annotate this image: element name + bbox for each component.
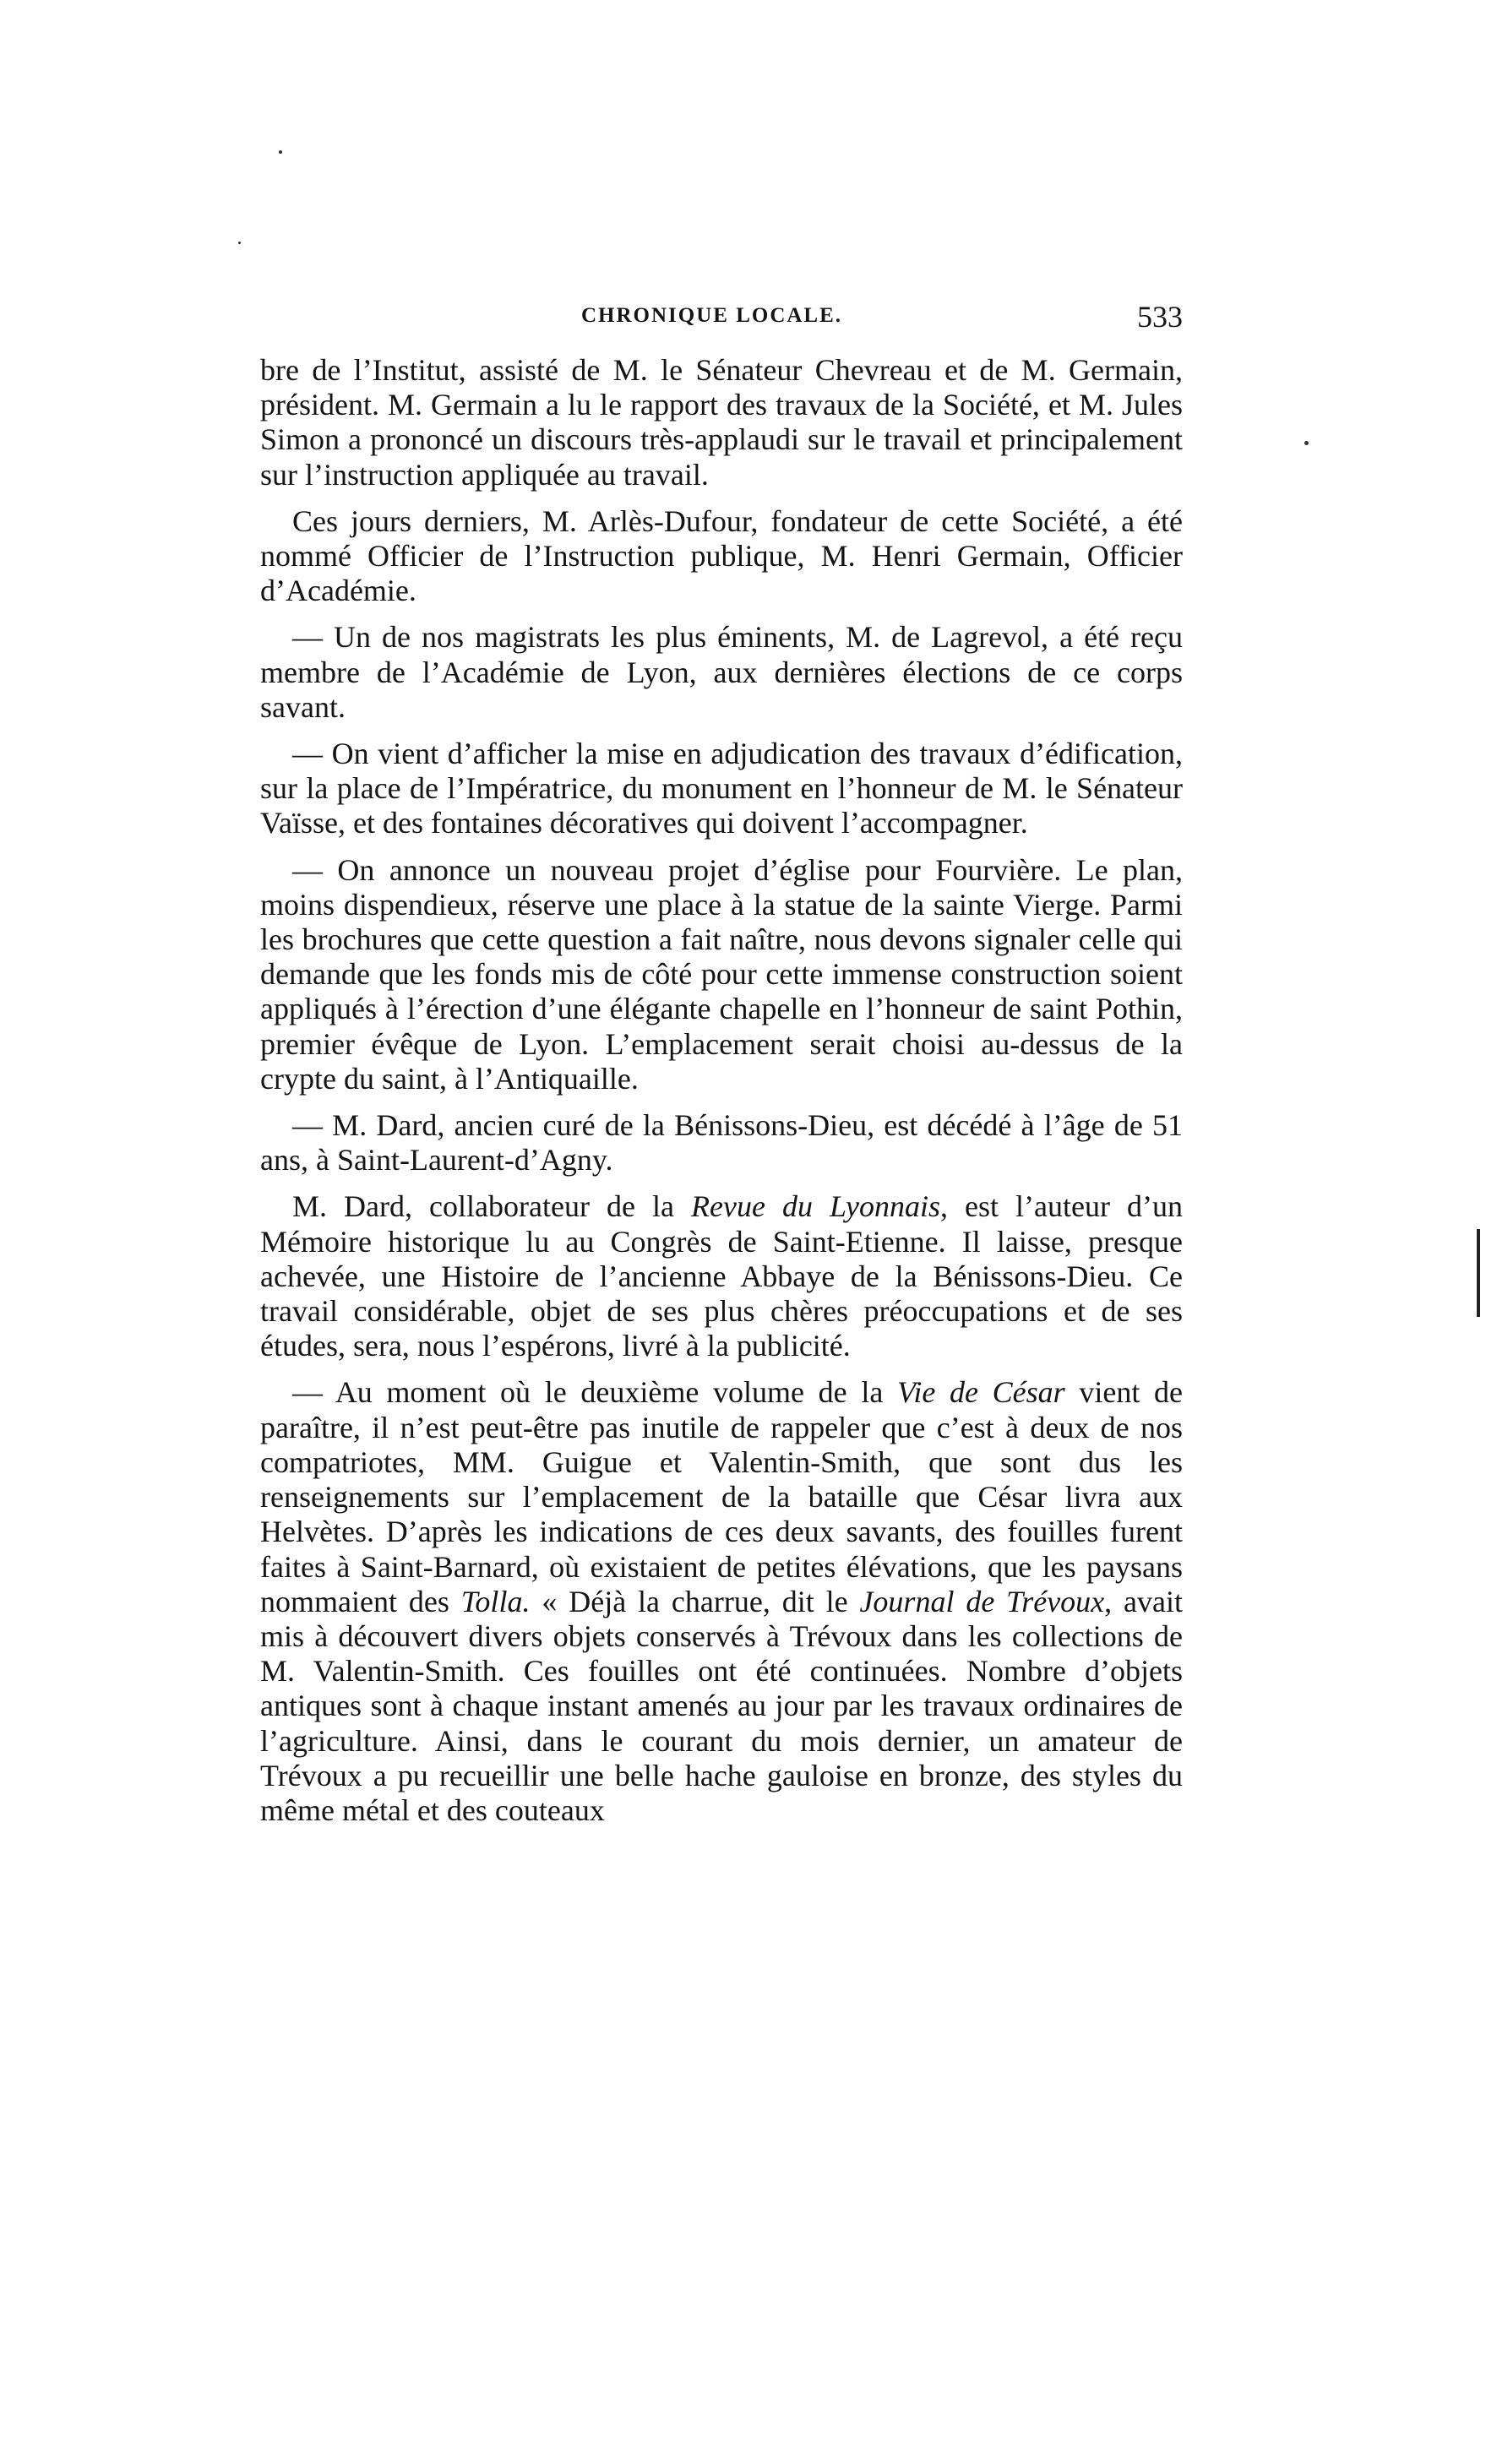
text-segment: , est l’auteur d’un Mémoire historique lu au Congrès de Saint-Etienne. Il laisse, presque achevée, une Histoire de l’ancienne Abbaye de la Bénissons-Dieu. Ce travail considérable, objet de ses plus chères préoccupations et de ses études, sera, nous l’espérons, livré à la publicité. xyxy=(260,1189,1183,1363)
text-segment: vient de paraître, il n’est peut-être pas inutile de rappeler que c’est à deux de nos compatriotes, MM. Guigue et Valentin-Smith, que sont dus les renseignements sur l’emplacement de la bataille que César livra aux Helvètes. D’après les indications de ces deux savants, des fouilles furent faites à Saint-Barnard, où existaient de petites élévations, que les paysans nommaient des xyxy=(260,1375,1183,1618)
italic-text: Tolla. xyxy=(460,1584,531,1618)
text-segment: bre de l’Institut, assisté de M. le Sénateur Chevreau et de M. Germain, président. M. Germain a lu le rapport des travaux de la Société, et M. Jules Simon a prononcé un discours très-applaudi sur le travail et principalement sur l’instruction appliquée au travail. xyxy=(260,353,1183,492)
text-segment: « Déjà la charrue, dit le xyxy=(530,1584,860,1618)
italic-text: Revue du Lyonnais xyxy=(691,1189,940,1224)
italic-text: Vie de César xyxy=(897,1375,1065,1410)
page-number: 533 xyxy=(1137,300,1183,334)
text-segment: M. Dard, collaborateur de la xyxy=(292,1189,692,1224)
scan-speck xyxy=(1304,441,1309,445)
text-segment: — Au moment où le deuxième volume de la xyxy=(292,1375,898,1410)
text-segment: , avait mis à découvert divers objets conservés à Trévoux dans les collections de M. Valentin-Smith. Ces fouilles ont été continuées. Nombre d’objets antiques sont à chaque instant amenés au jour par les travaux ordinaires de l’agriculture. Ainsi, dans le courant du mois dernier, un amateur de Trévoux a pu recueillir une belle hache gauloise en bronze, des styles du même métal et des couteaux xyxy=(260,1584,1184,1827)
paragraph xyxy=(260,1108,1183,1178)
running-head xyxy=(260,301,1183,335)
paragraph xyxy=(260,620,1183,725)
running-title: CHRONIQUE LOCALE. xyxy=(581,304,843,327)
paragraph xyxy=(260,504,1183,609)
text-segment: — M. Dard, ancien curé de la Bénissons-Dieu, est décédé à l’âge de 51 ans, à Saint-Laurent-d’Agny. xyxy=(260,1108,1183,1178)
scan-margin-mark xyxy=(1477,1229,1480,1317)
italic-text: Journal de Trévoux xyxy=(859,1584,1105,1618)
text-segment: Ces jours derniers, M. Arlès-Dufour, fondateur de cette Société, a été nommé Officier de l’Instruction publique, M. Henri Germain, Officier d’Académie. xyxy=(260,503,1183,608)
text-segment: — On annonce un nouveau projet d’église pour Fourvière. Le plan, moins dispendieux, réserve une place à la statue de la sainte Vierge. Parmi les brochures que cette question a fait naître, nous devons signaler celle qui demande que les fonds mis de côté pour cette immense construction soient appliqués à l’érection d’une élégante chapelle en l’honneur de saint Pothin, premier évêque de Lyon. L’emplacement serait choisi au-dessus de la crypte du saint, à l’Antiquaille. xyxy=(260,852,1183,1096)
paragraph xyxy=(260,1189,1183,1363)
body-text xyxy=(260,353,1183,1828)
text-segment: — On vient d’afficher la mise en adjudication des travaux d’édification, sur la place de l’Impératrice, du monument en l’honneur de M. le Sénateur Vaïsse, et des fontaines décoratives qui doivent l’accompagner. xyxy=(260,737,1183,840)
paragraph xyxy=(260,737,1183,841)
scan-speck xyxy=(279,150,282,154)
paragraph xyxy=(260,1375,1183,1828)
scan-speck xyxy=(238,242,241,244)
text-segment: — Un de nos magistrats les plus éminents, M. de Lagrevol, a été reçu membre de l’Académie de Lyon, aux dernières élections de ce corps savant. xyxy=(260,620,1183,724)
paragraph xyxy=(260,353,1183,492)
paragraph xyxy=(260,853,1183,1096)
